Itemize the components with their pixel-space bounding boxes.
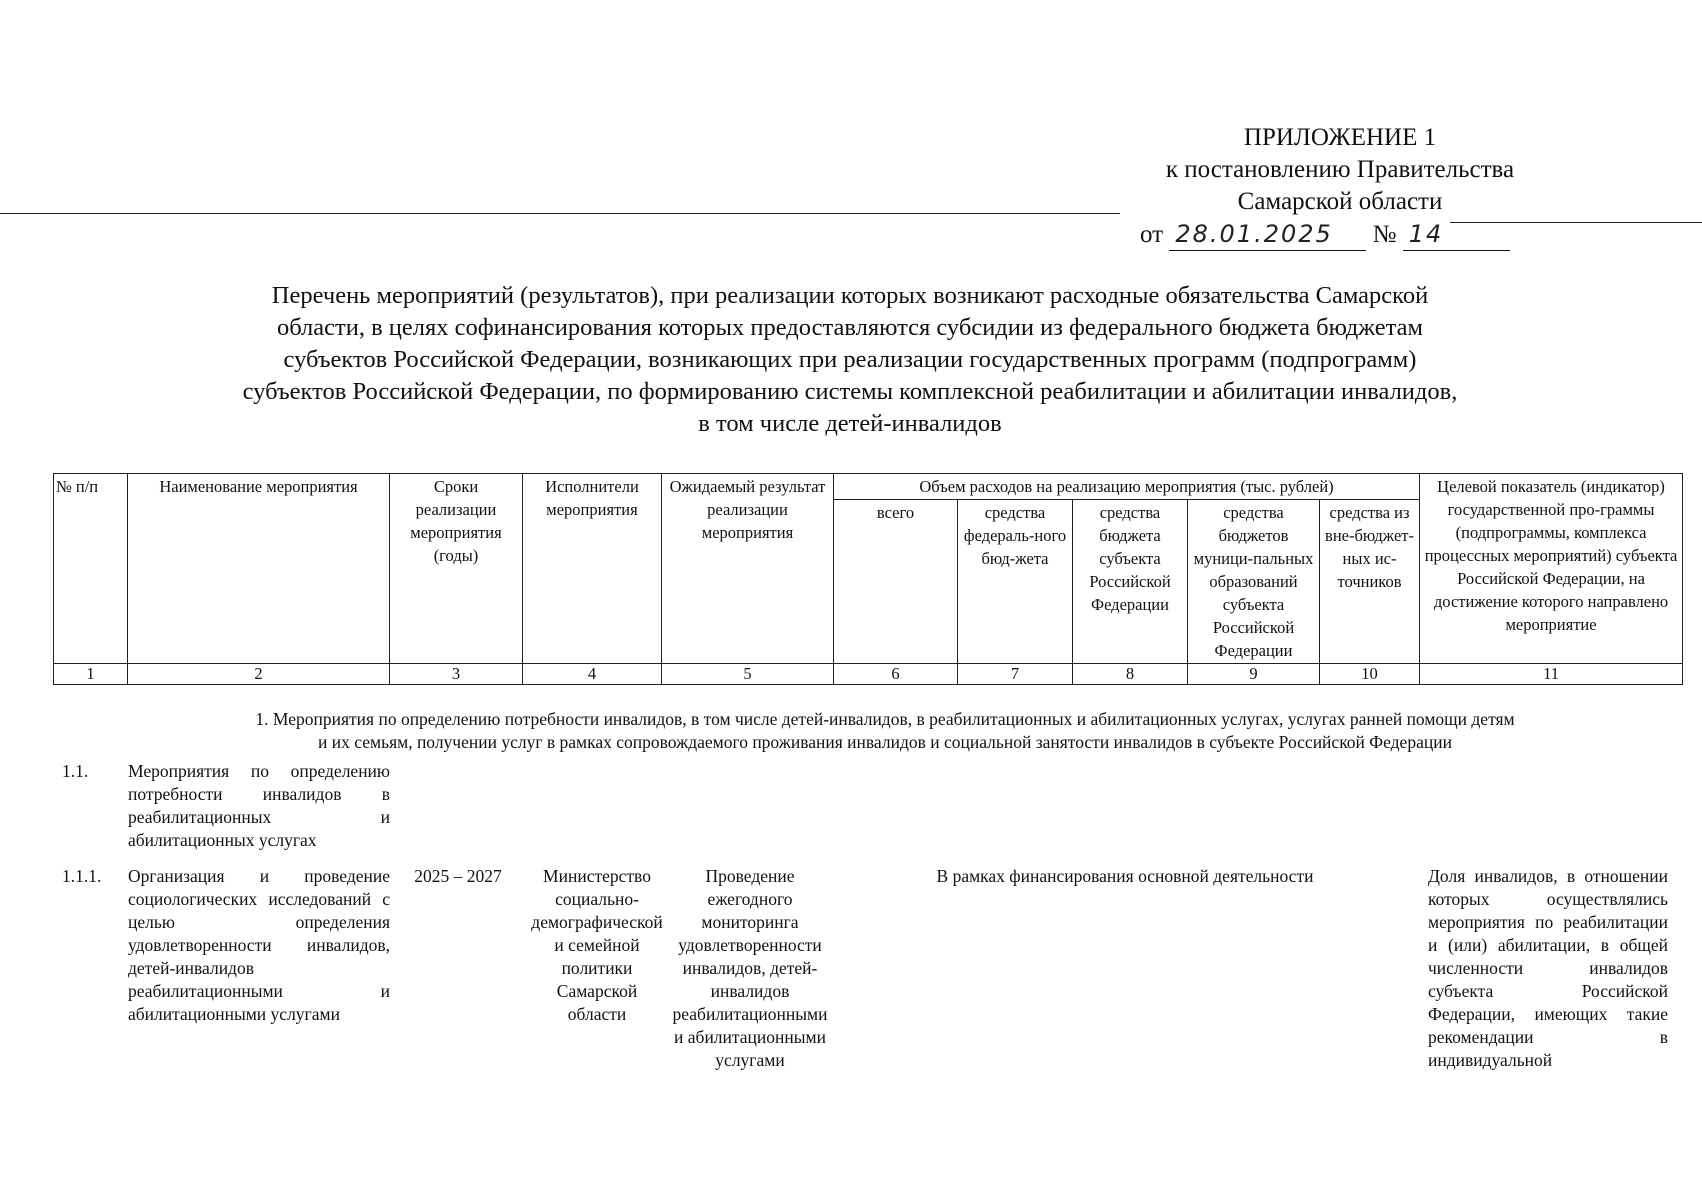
col-header-municipal: средства бюджетов муници-пальных образований субъекта Российской Федерации <box>1188 500 1320 664</box>
col-header-extra-budget: средства из вне-бюджет-ных ис-точников <box>1320 500 1420 664</box>
column-number: 1 <box>54 664 128 685</box>
col-header-subject-budget: средства бюджета субъекта Российской Федерации <box>1073 500 1188 664</box>
scan-rule-line <box>1450 222 1702 223</box>
heading-line: субъектов Российской Федерации, возникающих при реализации государственных программ (подпрограмм) <box>283 346 1417 373</box>
appendix-title: ПРИЛОЖЕНИЕ 1 <box>1243 124 1437 151</box>
item-1-1-1-executor: Министерство социально-демографической и семейной политики Самарской области <box>531 866 663 1024</box>
scan-rule-line <box>0 213 1120 214</box>
item-1-1-1-name: Организация и проведение социологических исследований с целью определения удовлетворенности инвалидов, детей-инвалидов реабилитационными и абилитационными услугами <box>128 866 390 1024</box>
document-heading <box>100 280 1600 440</box>
date-prefix: от <box>1140 221 1164 248</box>
section-1-title <box>120 708 1650 754</box>
appendix-region-line: Самарской области <box>1237 188 1443 215</box>
column-number: 7 <box>958 664 1073 685</box>
heading-line: в том числе детей-инвалидов <box>698 410 1002 437</box>
column-number: 6 <box>834 664 958 685</box>
column-number: 2 <box>128 664 390 685</box>
item-1-1-number: 1.1. <box>62 761 89 781</box>
col-header-name: Наименование мероприятия <box>128 474 390 664</box>
measures-table-header <box>53 473 1683 685</box>
section-title-line: 1. Мероприятия по определению потребности инвалидов, в том числе детей-инвалидов, в реабилитационных и абилитационных услугах, услугах ранней помощи детям <box>255 709 1515 729</box>
item-1-1-1-result: Проведение ежегодного мониторинга удовлетворенности инвалидов, детей-инвалидов реабилитационными и абилитационными услугами <box>672 866 828 1070</box>
item-1-1-1-indicator: Доля инвалидов, в отношении которых осуществлялись мероприятия по реабилитации и (или) абилитации, в общей численности инвалидов субъекта Российской Федерации, имеющих такие рекомендации в индивидуальной <box>1428 866 1668 1070</box>
item-1-1-1-terms: 2025 – 2027 <box>414 866 502 886</box>
heading-line: области, в целях софинансирования которых предоставляются субсидии из федерального бюджета бюджетам <box>276 314 1424 341</box>
column-number: 3 <box>390 664 523 685</box>
number-prefix: № <box>1372 221 1397 248</box>
handwritten-number: 14 <box>1403 218 1510 251</box>
column-number: 4 <box>523 664 662 685</box>
item-1-1-1-financing: В рамках финансирования основной деятельности <box>936 866 1314 886</box>
column-number: 10 <box>1320 664 1420 685</box>
handwritten-date: 28.01.2025 <box>1169 218 1366 251</box>
col-header-total: всего <box>834 500 958 664</box>
heading-line: субъектов Российской Федерации, по формированию системы комплексной реабилитации и абилитации инвалидов, <box>242 378 1458 405</box>
col-header-volume-group: Объем расходов на реализацию мероприятия (тыс. рублей) <box>834 474 1420 500</box>
item-1-1-1-number: 1.1.1. <box>62 866 102 886</box>
column-number: 9 <box>1188 664 1320 685</box>
col-header-number: № п/п <box>54 474 128 664</box>
column-number: 8 <box>1073 664 1188 685</box>
column-number: 11 <box>1420 664 1683 685</box>
col-header-terms: Сроки реализации мероприятия (годы) <box>390 474 523 664</box>
appendix-decree-line: к постановлению Правительства <box>1165 156 1515 183</box>
col-header-federal: средства федераль-ного бюд-жета <box>958 500 1073 664</box>
col-header-target-indicator: Целевой показатель (индикатор) государственной про-граммы (подпрограммы, комплекса процессных мероприятий) субъекта Российской Федерации, на достижение которого направлено мероприятие <box>1420 474 1683 664</box>
item-1-1-name: Мероприятия по определению потребности инвалидов в реабилитационных и абилитационных услугах <box>128 761 390 850</box>
column-number: 5 <box>662 664 834 685</box>
heading-line: Перечень мероприятий (результатов), при реализации которых возникают расходные обязательства Самарской <box>271 282 1429 309</box>
col-header-result: Ожидаемый результат реализации мероприятия <box>662 474 834 664</box>
col-header-executors: Исполнители мероприятия <box>523 474 662 664</box>
section-title-line: и их семьям, получении услуг в рамках сопровождаемого проживания инвалидов и социальной занятости инвалидов в субъекте Российской Федерации <box>318 732 1452 752</box>
